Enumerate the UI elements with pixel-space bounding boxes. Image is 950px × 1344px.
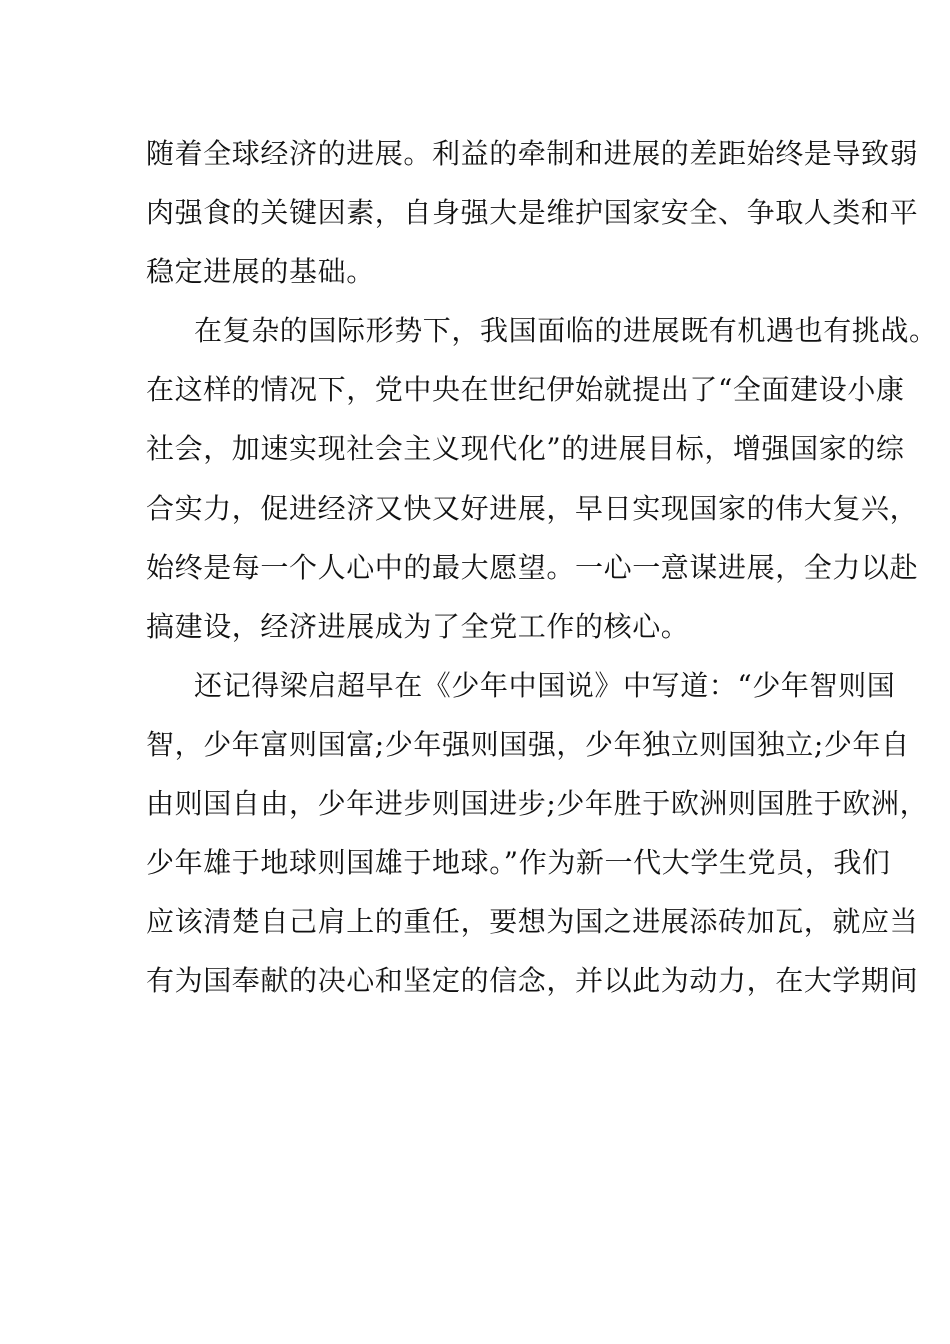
- text-line: 智，少年富则国富;少年强则国强，少年独立则国独立;少年自: [146, 727, 910, 761]
- text-line: 还记得梁启超早在《少年中国说》中写道：“少年智则国: [194, 668, 896, 702]
- text-line: 社会，加速实现社会主义现代化”的进展目标，增强国家的综: [146, 432, 905, 466]
- text-line: 肉强食的关键因素，自身强大是维护国家安全、争取人类和平: [146, 196, 919, 230]
- text-line: 少年雄于地球则国雄于地球。”作为新一代大学生党员，我们: [146, 846, 891, 880]
- text-line: 搞建设，经济进展成为了全党工作的核心。: [146, 609, 690, 643]
- paragraph-1: [146, 124, 919, 301]
- paragraph-3: [146, 656, 929, 1011]
- document-body: [146, 124, 938, 1010]
- text-line: 在这样的情况下，党中央在世纪伊始就提出了“全面建设小康: [146, 373, 905, 407]
- text-line: 始终是每一个人心中的最大愿望。一心一意谋进展，全力以赴: [146, 550, 919, 584]
- text-line: 随着全球经济的进展。利益的牵制和进展的差距始终是导致弱: [146, 137, 919, 170]
- text-line: 合实力，促进经济又快又好进展，早日实现国家的伟大复兴，: [146, 491, 919, 525]
- text-line: 稳定进展的基础。: [146, 255, 375, 289]
- text-line: 在复杂的国际形势下，我国面临的进展既有机遇也有挑战。: [194, 314, 938, 348]
- text-line: 有为国奉献的决心和坚定的信念，并以此为动力，在大学期间: [146, 964, 919, 998]
- text-line: 应该清楚自己肩上的重任，要想为国之进展添砖加瓦，就应当: [146, 905, 919, 939]
- paragraph-2: [146, 301, 938, 656]
- text-line: 由则国自由，少年进步则国进步;少年胜于欧洲则国胜于欧洲，: [146, 787, 929, 821]
